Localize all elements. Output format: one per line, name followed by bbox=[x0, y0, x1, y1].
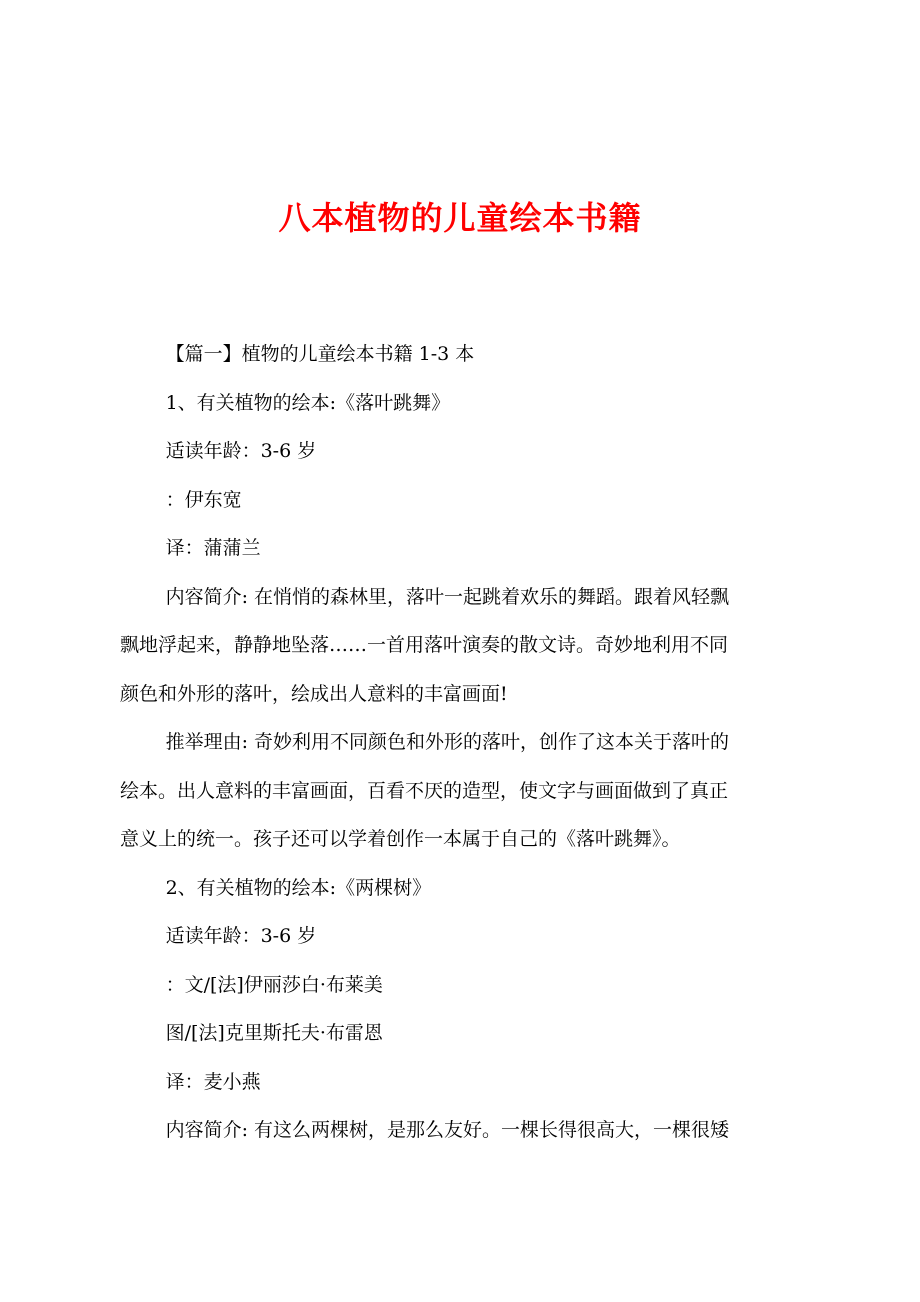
book1-reason-line: 绘本。出人意料的丰富画面，百看不厌的造型，使文字与画面做到了真正 bbox=[120, 779, 729, 802]
book1-translator: 译：蒲蒲兰 bbox=[165, 537, 261, 559]
book1-intro-line: 内容简介: 在悄悄的森林里，落叶一起跳着欢乐的舞蹈。跟着风轻飘 bbox=[165, 585, 730, 608]
book2-translator: 译：麦小燕 bbox=[165, 1070, 261, 1093]
document-body bbox=[120, 330, 806, 1155]
book2-age: 适读年龄：3-6 岁 bbox=[165, 925, 317, 947]
book1-intro-line: 颜色和外形的落叶，绘成出人意料的丰富画面! bbox=[120, 682, 508, 705]
book2-author: ：文/[法]伊丽莎白·布莱美 bbox=[165, 973, 383, 996]
book2-intro: 内容简介: 有这么两棵树，是那么友好。一棵长得很高大，一棵很矮 bbox=[165, 1119, 730, 1141]
book1-intro-line: 飘地浮起来，静静地坠落……一首用落叶演奏的散文诗。奇妙地利用不同 bbox=[120, 634, 729, 656]
book1-author: ：伊东宽 bbox=[165, 488, 242, 511]
book1-intro bbox=[120, 573, 806, 719]
book1-age: 适读年龄：3-6 岁 bbox=[165, 440, 317, 462]
section-heading: 【篇一】植物的儿童绘本书籍 1-3 本 bbox=[165, 343, 475, 365]
book1-reason bbox=[120, 718, 806, 864]
document-title: 八本植物的儿童绘本书籍 bbox=[278, 199, 642, 237]
book2-heading: 2、有关植物的绘本:《两棵树》 bbox=[165, 876, 432, 899]
book1-reason-line: 推举理由: 奇妙利用不同颜色和外形的落叶，创作了这本关于落叶的 bbox=[165, 731, 730, 753]
book1-reason-line: 意义上的统一。孩子还可以学着创作一本属于自己的《落叶跳舞》。 bbox=[120, 828, 681, 850]
book1-heading: 1、有关植物的绘本:《落叶跳舞》 bbox=[165, 391, 451, 414]
book2-illustrator: 图/[法]克里斯托夫·布雷恩 bbox=[165, 1022, 383, 1044]
